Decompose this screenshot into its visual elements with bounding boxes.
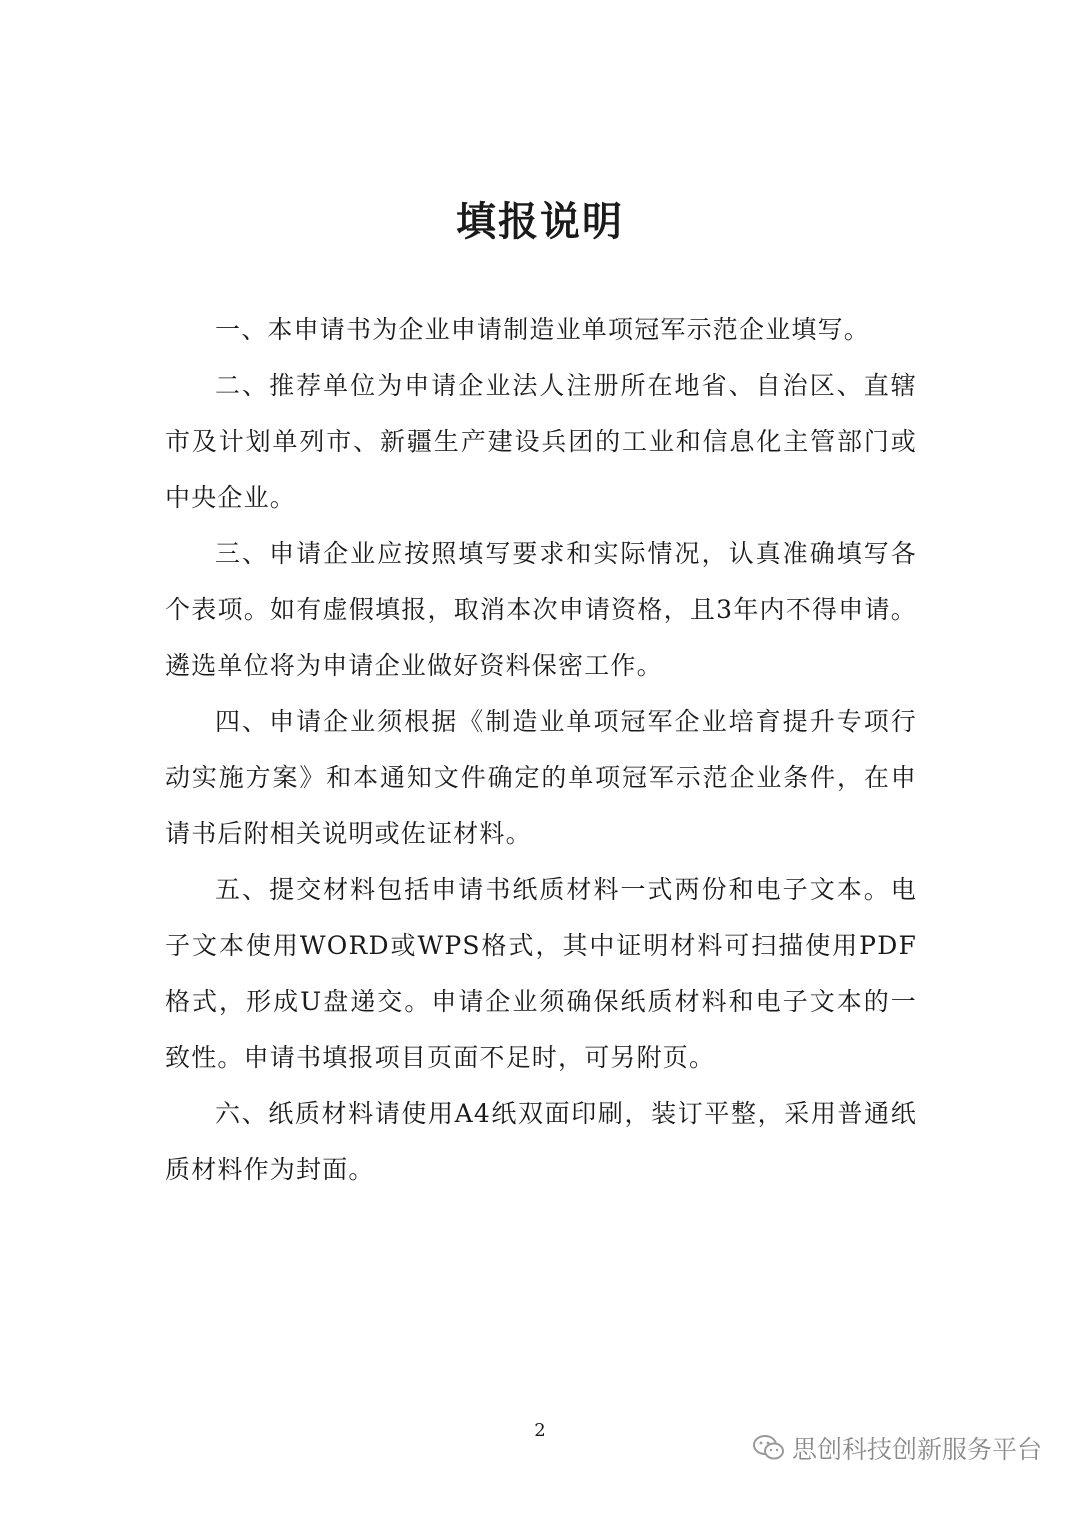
page-title: 填报说明 — [456, 198, 624, 245]
instructions-body — [165, 302, 917, 1198]
watermark-text: 思创科技创新服务平台 — [791, 1435, 1042, 1464]
instruction-paragraph-6: 六、纸质材料请使用A4纸双面印刷，装订平整，采用普通纸质材料作为封面。 — [165, 1099, 917, 1184]
instruction-paragraph-4: 四、申请企业须根据《制造业单项冠军企业培育提升专项行动实施方案》和本通知文件确定的单项冠军示范企业条件，在申请书后附相关说明或佐证材料。 — [165, 707, 917, 848]
instruction-paragraph-2: 二、推荐单位为申请企业法人注册所在地省、自治区、直辖市及计划单列市、新疆生产建设兵团的工业和信息化主管部门或中央企业。 — [165, 371, 917, 512]
instruction-paragraph-1: 一、本申请书为企业申请制造业单项冠军示范企业填写。 — [215, 315, 871, 344]
instruction-paragraph-3: 三、申请企业应按照填写要求和实际情况，认真准确填写各个表项。如有虚假填报，取消本次申请资格，且3年内不得申请。遴选单位将为申请企业做好资料保密工作。 — [165, 539, 917, 680]
wechat-icon — [752, 1434, 786, 1462]
instruction-paragraph-5: 五、提交材料包括申请书纸质材料一式两份和电子文本。电子文本使用WORD或WPS格式，其中证明材料可扫描使用PDF格式，形成U盘递交。申请企业须确保纸质材料和电子文本的一致性。申请书填报项目页面不足时，可另附页。 — [165, 875, 917, 1072]
watermark — [752, 1430, 1042, 1466]
page-number: 2 — [534, 1420, 546, 1441]
